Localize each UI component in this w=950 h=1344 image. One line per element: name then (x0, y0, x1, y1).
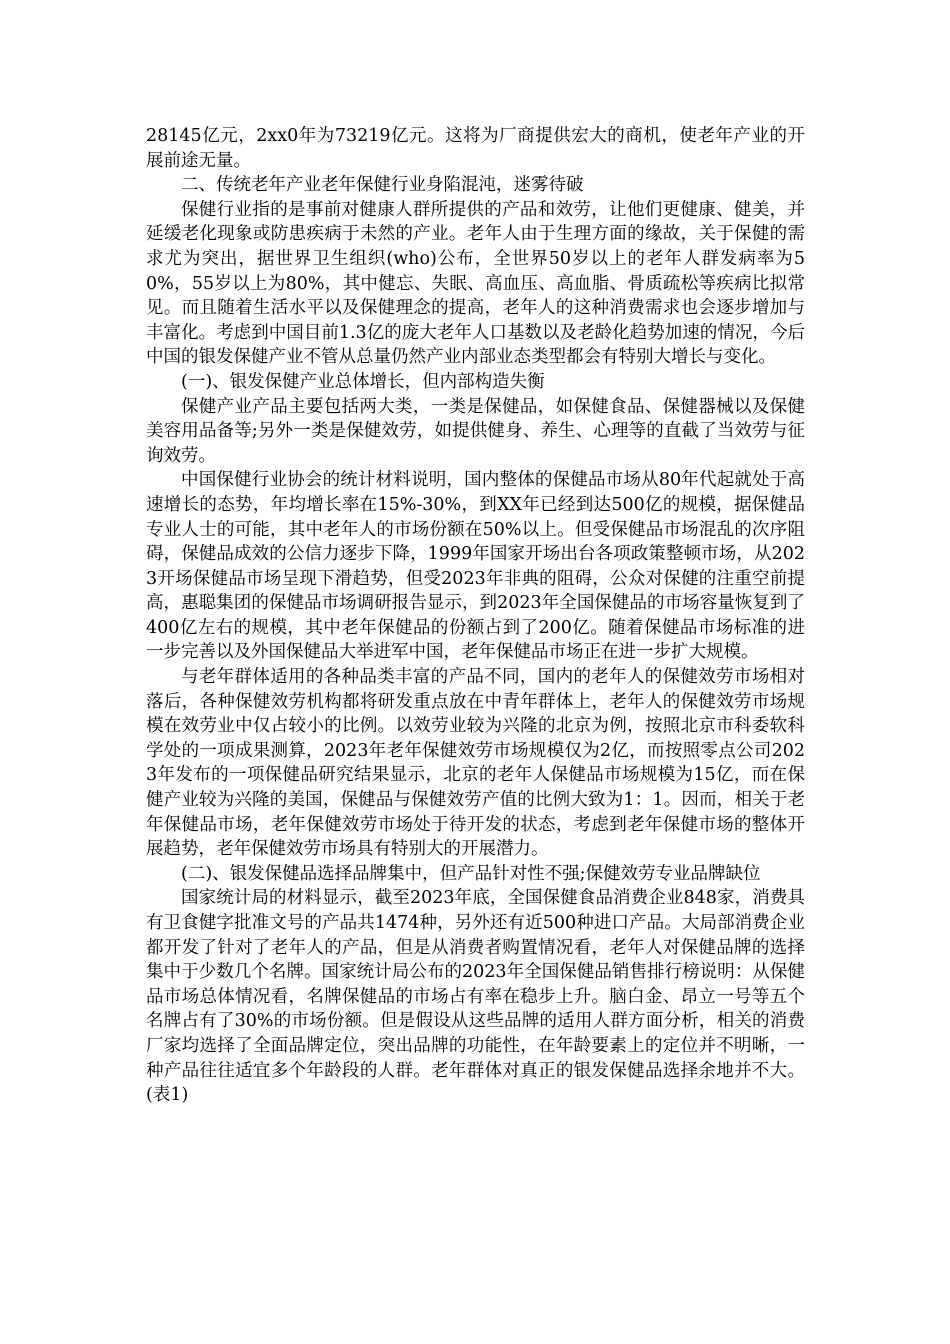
paragraph-health-industry-definition: 保健行业指的是事前对健康人群所提供的产品和效劳，让他们更健康、健美，并延缓老化现象或防患疾病于未然的产业。老年人由于生理方面的缘故，关于保健的需求尤为突出，据世界卫生组织(who)公布，全世界50岁以上的老年人群发病率为50%，55岁以上为80%，其中健忘、失眠、高血压、高血脂、骨质疏松等疾病比拟常见。而且随着生活水平以及保健理念的提高，老年人的这种消费需求也会逐步增加与丰富化。考虑到中国目前1.3亿的庞大老年人口基数以及老龄化趋势加速的情况，今后中国的银发保健产业不管从总量仍然产业内部业态类型都会有特别大增长与变化。 (146, 199, 805, 368)
section-heading-traditional-elderly-health-industry: 二、传统老年产业老年保健行业身陷混沌，迷雾待破 (181, 175, 584, 196)
paragraph-market-statistics: 中国保健行业协会的统计材料说明，国内整体的保健品市场从80年代起就处于高速增长的态势，年均增长率在15%-30%，到XX年已经到达500亿的规模，据保健品专业人士的可能，其中老年人的市场份额在50%以上。但受保健品市场混乱的次序阻碍，保健品成效的公信力逐步下降，1999年国家开场出台各项政策整顿市场，从2023开场保健品市场呈现下滑趋势，但受2023年非典的阻碍，公众对保健的注重空前提高，惠聪集团的保健品市场调研报告显示，到2023年全国保健品的市场容量恢复到了400亿左右的规模，其中老年保健品的份额占到了200亿。随着保健品市场标准的进一步完善以及外国保健品大举进军中国，老年保健品市场正在进一步扩大规模。 (146, 470, 805, 663)
subsection-heading-overall-growth: (一)、银发保健产业总体增长，但内部构造失衡 (181, 371, 545, 392)
document-page (146, 124, 805, 1108)
paragraph-continuation: 28145亿元，2xx0年为73219亿元。这将为厂商提供宏大的商机，使老年产业的开展前途无量。 (146, 126, 805, 171)
paragraph-product-categories: 保健产业产品主要包括两大类，一类是保健品，如保健食品、保健器械以及保健美容用品备等;另外一类是保健效劳，如提供健身、养生、心理等的直截了当效劳与征询效劳。 (146, 396, 805, 466)
subsection-heading-brand-concentration: (二)、银发保健品选择品牌集中，但产品针对性不强;保健效劳专业品牌缺位 (181, 863, 761, 884)
paragraph-brand-statistics: 国家统计局的材料显示，截至2023年底，全国保健食品消费企业848家，消费具有卫食健字批准文号的产品共1474种，另外还有近500种进口产品。大局部消费企业都开发了针对了老年人的产品，但是从消费者购置情况看，老年人对保健品牌的选择集中于少数几个名牌。国家统计局公布的2023年全国保健品销售排行榜说明：从保健品市场总体情况看，名牌保健品的市场占有率在稳步上升。脑白金、昂立一号等五个名牌占有了30%的市场份额。但是假设从这些品牌的适用人群方面分析，相关的消费厂家均选择了全面品牌定位，突出品牌的功能性，在年龄要素上的定位并不明晰，一种产品往往适宜多个年龄段的人群。老年群体对真正的银发保健品选择余地并不大。(表1) (146, 888, 805, 1106)
paragraph-service-market: 与老年群体适用的各种品类丰富的产品不同，国内的老年人的保健效劳市场相对落后，各种保健效劳机构都将研发重点放在中青年群体上，老年人的保健效劳市场规模在效劳业中仅占较小的比例。以效劳业较为兴隆的北京为例，按照北京市科委软科学处的一项成果测算，2023年老年保健效劳市场规模仅为2亿，而按照零点公司2023年发布的一项保健品研究结果显示，北京的老年人保健品市场规模为15亿，而在保健产业较为兴隆的美国，保健品与保健效劳产值的比例大致为1：1。因而，相关于老年保健品市场，老年保健效劳市场处于待开发的状态，考虑到老年保健市场的整体开展趋势，老年保健效劳市场具有特别大的开展潜力。 (146, 667, 805, 860)
